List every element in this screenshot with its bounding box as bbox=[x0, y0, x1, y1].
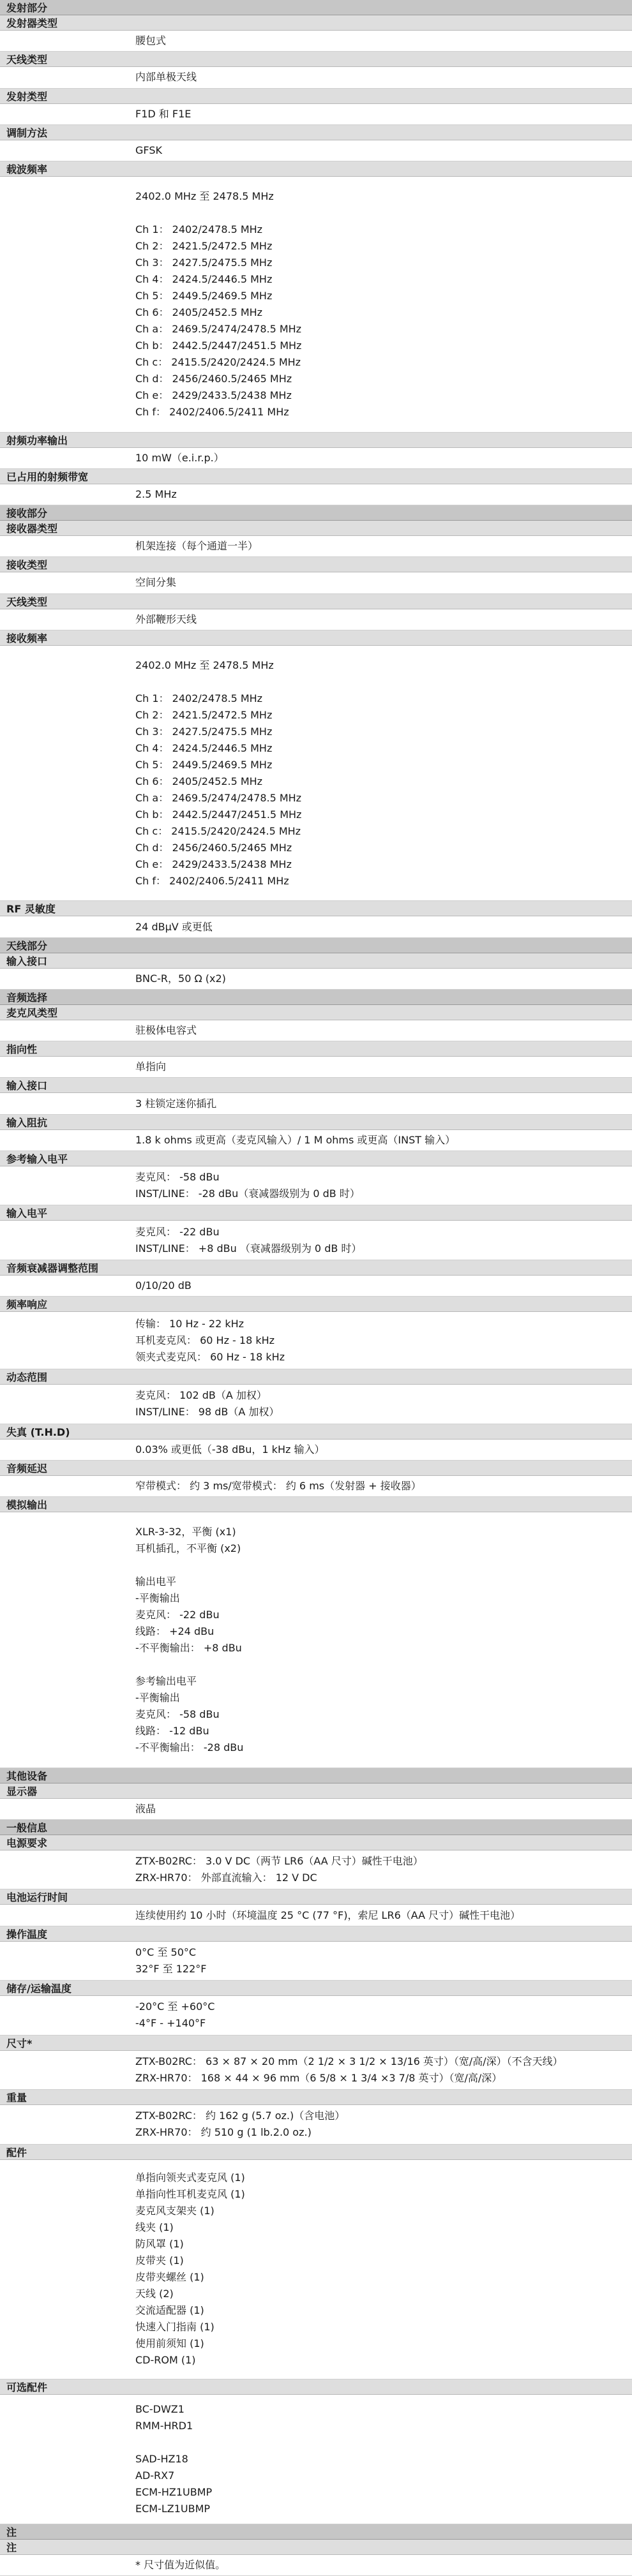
spec-value-line: 防风罩 (1) bbox=[135, 2238, 184, 2251]
spec-label: 失真 (T.H.D) bbox=[0, 1424, 632, 1440]
spec-label: 操作温度 bbox=[0, 1926, 632, 1942]
spec-value-line: 24 dBμV 或更低 bbox=[135, 920, 213, 933]
spec-value-line: Ch c： 2415.5/2420/2424.5 MHz bbox=[135, 355, 301, 368]
spec-value-line: 外部鞭形天线 bbox=[135, 613, 197, 625]
spec-value-line: ZRX-HR70： 外部直流输入： 12 V DC bbox=[135, 1872, 317, 1884]
spec-value-line: 液晶 bbox=[135, 1802, 156, 1815]
spec-value bbox=[0, 2160, 632, 2379]
spec-value bbox=[0, 1476, 632, 1497]
spec-value-line: 麦克风： 102 dB（A 加权） bbox=[135, 1389, 267, 1402]
spec-value bbox=[0, 609, 632, 630]
spec-value-line: 2402.0 MHz 至 2478.5 MHz bbox=[135, 659, 274, 671]
spec-value-line: Ch 5： 2449.5/2469.5 MHz bbox=[135, 289, 273, 302]
spec-label: 参考输入电平 bbox=[0, 1151, 632, 1166]
spec-value bbox=[0, 1850, 632, 1890]
spec-value-line: Ch a： 2469.5/2474/2478.5 MHz bbox=[135, 791, 302, 804]
spec-value-line: ZTX-B02RC： 约 162 g (5.7 oz.)（含电池） bbox=[135, 2110, 345, 2122]
section-header: 天线部分 bbox=[0, 938, 632, 953]
spec-value-line: 快速入门指南 (1) bbox=[135, 2321, 214, 2334]
spec-value bbox=[0, 1093, 632, 1114]
spec-value-line bbox=[135, 674, 619, 690]
spec-value-line: ZRX-HR70： 约 510 g (1 lb.2.0 oz.) bbox=[135, 2126, 312, 2139]
spec-label: 输入阻抗 bbox=[0, 1115, 632, 1130]
spec-value bbox=[0, 140, 632, 161]
spec-value bbox=[0, 1020, 632, 1041]
spec-label: 可选配件 bbox=[0, 2379, 632, 2395]
spec-value bbox=[0, 1942, 632, 1981]
spec-value-line: 1.8 k ohms 或更高（麦克风输入）/ 1 M ohms 或更高（INST 输入） bbox=[135, 1133, 456, 1146]
spec-value-line: -不平衡输出： +8 dBu bbox=[135, 1641, 242, 1654]
spec-value-line: 线路： -12 dBu bbox=[135, 1724, 209, 1737]
spec-value bbox=[0, 536, 632, 557]
spec-value-line: SAD-HZ18 bbox=[135, 2452, 188, 2465]
spec-value-line: BC-DWZ1 bbox=[135, 2402, 184, 2415]
spec-value bbox=[0, 2555, 632, 2576]
spec-value bbox=[0, 1312, 632, 1369]
spec-value-line: 参考输出电平 bbox=[135, 1674, 197, 1687]
spec-label: 音频延迟 bbox=[0, 1461, 632, 1476]
spec-value-line: 单指向 bbox=[135, 1061, 167, 1073]
spec-label: 音频衰减器调整范围 bbox=[0, 1260, 632, 1276]
spec-value-line: Ch f： 2402/2406.5/2411 MHz bbox=[135, 874, 289, 887]
spec-value-line: INST/LINE： +8 dBu （衰减器级别为 0 dB 时） bbox=[135, 1242, 362, 1254]
section-header: 发射部分 bbox=[0, 0, 632, 15]
spec-label: 显示器 bbox=[0, 1783, 632, 1799]
spec-value-line: 皮带夹螺丝 (1) bbox=[135, 2271, 204, 2284]
spec-value bbox=[0, 1799, 632, 1820]
spec-value bbox=[0, 1166, 632, 1206]
spec-value bbox=[0, 646, 632, 902]
spec-value bbox=[0, 2105, 632, 2145]
spec-value-line: 2.5 MHz bbox=[135, 488, 177, 500]
spec-label: 动态范围 bbox=[0, 1369, 632, 1385]
spec-value-line: 麦克风支架夹 (1) bbox=[135, 2205, 214, 2217]
spec-value-line: 机架连接（每个通道一半） bbox=[135, 540, 259, 553]
spec-value bbox=[0, 31, 632, 52]
spec-value-line: 腰包式 bbox=[135, 34, 167, 47]
spec-value-line: Ch e： 2429/2433.5/2438 MHz bbox=[135, 858, 292, 870]
spec-value-line bbox=[135, 205, 619, 221]
spec-value bbox=[0, 484, 632, 505]
spec-value-line: 交流适配器 (1) bbox=[135, 2304, 204, 2317]
spec-value-line: 传输： 10 Hz - 22 kHz bbox=[135, 1317, 245, 1330]
spec-value-line: Ch 2： 2421.5/2472.5 MHz bbox=[135, 708, 273, 721]
spec-value-line: 麦克风： -22 dBu bbox=[135, 1225, 220, 1238]
spec-value-line: 0/10/20 dB bbox=[135, 1279, 192, 1292]
section-header: 接收部分 bbox=[0, 505, 632, 521]
section-header: 其他设备 bbox=[0, 1768, 632, 1783]
spec-value-line: 麦克风： -58 dBu bbox=[135, 1708, 220, 1720]
spec-value-line: 0°C 至 50°C bbox=[135, 1946, 197, 1958]
spec-value-line: 输出电平 bbox=[135, 1575, 177, 1588]
spec-value-line: 天线 (2) bbox=[135, 2288, 174, 2300]
spec-value-line: 0.03% 或更低（-38 dBu，1 kHz 输入） bbox=[135, 1443, 325, 1456]
spec-value bbox=[0, 177, 632, 433]
spec-value bbox=[0, 969, 632, 990]
spec-value bbox=[0, 104, 632, 125]
spec-value-line: 耳机插孔，不平衡 (x2) bbox=[135, 1542, 241, 1554]
spec-value-line bbox=[135, 2434, 619, 2451]
spec-value-line: Ch c： 2415.5/2420/2424.5 MHz bbox=[135, 824, 301, 837]
spec-value-line: 单指向领夹式麦克风 (1) bbox=[135, 2171, 245, 2184]
spec-label: 输入接口 bbox=[0, 1078, 632, 1093]
spec-value-line: Ch 4： 2424.5/2446.5 MHz bbox=[135, 741, 273, 754]
spec-label: 天线类型 bbox=[0, 52, 632, 67]
spec-value-line: Ch 2： 2421.5/2472.5 MHz bbox=[135, 239, 273, 252]
spec-value-line: 2402.0 MHz 至 2478.5 MHz bbox=[135, 190, 274, 202]
spec-value-line: Ch b： 2442.5/2447/2451.5 MHz bbox=[135, 808, 302, 821]
spec-value-line: Ch f： 2402/2406.5/2411 MHz bbox=[135, 405, 289, 418]
spec-value-line: CD-ROM (1) bbox=[135, 2354, 196, 2367]
spec-value-line: -4°F - +140°F bbox=[135, 2017, 206, 2030]
spec-label: 电池运行时间 bbox=[0, 1889, 632, 1905]
spec-value-line: XLR-3-32，平衡 (x1) bbox=[135, 1525, 236, 1538]
spec-label: RF 灵敏度 bbox=[0, 901, 632, 916]
spec-value bbox=[0, 1130, 632, 1151]
spec-label: 调制方法 bbox=[0, 125, 632, 140]
spec-value-line: * 尺寸值为近似值。 bbox=[135, 2558, 226, 2571]
spec-value-line: 32°F 至 122°F bbox=[135, 1962, 207, 1975]
spec-value-line: -20°C 至 +60°C bbox=[135, 2000, 215, 2013]
spec-label: 电源要求 bbox=[0, 1835, 632, 1850]
spec-value-line: 空间分集 bbox=[135, 576, 177, 589]
spec-value bbox=[0, 2395, 632, 2524]
spec-value bbox=[0, 1440, 632, 1461]
spec-value-line: -平衡输出 bbox=[135, 1691, 180, 1704]
spec-value-line: Ch d： 2456/2460.5/2465 MHz bbox=[135, 372, 292, 385]
spec-label: 接收器类型 bbox=[0, 521, 632, 536]
spec-label: 载波频率 bbox=[0, 161, 632, 177]
spec-value-line: ECM-LZ1UBMP bbox=[135, 2502, 211, 2515]
section-header: 音频选择 bbox=[0, 990, 632, 1005]
spec-value-line bbox=[135, 1557, 619, 1574]
spec-value bbox=[0, 1276, 632, 1297]
spec-value-line: 10 mW（e.i.r.p.） bbox=[135, 451, 224, 464]
spec-value-line: Ch d： 2456/2460.5/2465 MHz bbox=[135, 841, 292, 854]
spec-label: 麦克风类型 bbox=[0, 1005, 632, 1020]
spec-label: 接收类型 bbox=[0, 557, 632, 572]
spec-value-line: 窄带模式： 约 3 ms/宽带模式： 约 6 ms（发射器 + 接收器） bbox=[135, 1479, 421, 1492]
spec-value-line: 耳机麦克风： 60 Hz - 18 kHz bbox=[135, 1334, 275, 1346]
spec-label: 输入接口 bbox=[0, 953, 632, 969]
spec-value bbox=[0, 572, 632, 593]
spec-value-line: ZTX-B02RC： 3.0 V DC（两节 LR6（AA 尺寸）碱性干电池） bbox=[135, 1855, 423, 1868]
spec-value-line: 驻极体电容式 bbox=[135, 1024, 197, 1037]
spec-value-line: INST/LINE： 98 dB（A 加权） bbox=[135, 1406, 280, 1418]
spec-label: 重量 bbox=[0, 2090, 632, 2105]
spec-value bbox=[0, 1905, 632, 1926]
spec-label: 发射器类型 bbox=[0, 15, 632, 31]
spec-value-line: GFSK bbox=[135, 144, 162, 156]
section-header: 注 bbox=[0, 2524, 632, 2540]
spec-value-line: Ch 3： 2427.5/2475.5 MHz bbox=[135, 725, 273, 738]
spec-label: 输入电平 bbox=[0, 1205, 632, 1221]
spec-value bbox=[0, 448, 632, 469]
spec-value-line: -不平衡输出： -28 dBu bbox=[135, 1741, 244, 1753]
spec-value-line: Ch 3： 2427.5/2475.5 MHz bbox=[135, 256, 273, 269]
spec-label: 频率响应 bbox=[0, 1297, 632, 1312]
spec-value-line: RMM-HRD1 bbox=[135, 2419, 193, 2432]
spec-value-line: Ch 1： 2402/2478.5 MHz bbox=[135, 223, 263, 235]
spec-label: 发射类型 bbox=[0, 89, 632, 104]
spec-label: 注 bbox=[0, 2540, 632, 2555]
spec-value bbox=[0, 916, 632, 937]
spec-label: 配件 bbox=[0, 2145, 632, 2160]
section-header: 一般信息 bbox=[0, 1820, 632, 1835]
spec-value bbox=[0, 1385, 632, 1424]
spec-value-line: 麦克风： -22 dBu bbox=[135, 1608, 220, 1621]
spec-value-line: F1D 和 F1E bbox=[135, 107, 192, 120]
spec-label: 射频功率输出 bbox=[0, 433, 632, 448]
spec-value-line: 领夹式麦克风： 60 Hz - 18 kHz bbox=[135, 1350, 285, 1363]
spec-label: 储存/运输温度 bbox=[0, 1981, 632, 1996]
spec-value-line: Ch 5： 2449.5/2469.5 MHz bbox=[135, 758, 273, 771]
spec-value-line: Ch 1： 2402/2478.5 MHz bbox=[135, 692, 263, 704]
spec-value bbox=[0, 1996, 632, 2036]
spec-label: 接收频率 bbox=[0, 630, 632, 646]
spec-value bbox=[0, 1057, 632, 1078]
spec-value bbox=[0, 1221, 632, 1260]
spec-value-line: 麦克风： -58 dBu bbox=[135, 1171, 220, 1184]
spec-value-line: ZTX-B02RC： 63 × 87 × 20 mm（2 1/2 × 3 1/2 × 13/16 英寸）（宽/高/深）（不含天线） bbox=[135, 2055, 563, 2067]
spec-value-line: 3 柱锁定迷你插孔 bbox=[135, 1097, 217, 1110]
spec-value-line: Ch 6： 2405/2452.5 MHz bbox=[135, 775, 263, 787]
spec-value-line: Ch 6： 2405/2452.5 MHz bbox=[135, 306, 263, 318]
spec-label: 指向性 bbox=[0, 1041, 632, 1057]
spec-label: 尺寸* bbox=[0, 2036, 632, 2051]
spec-value-line: -平衡输出 bbox=[135, 1591, 180, 1604]
spec-value-line: 使用前须知 (1) bbox=[135, 2337, 204, 2350]
spec-value-line: Ch a： 2469.5/2474/2478.5 MHz bbox=[135, 322, 302, 335]
spec-value-line: INST/LINE： -28 dBu（衰减器级别为 0 dB 时） bbox=[135, 1187, 360, 1200]
spec-label: 模拟输出 bbox=[0, 1497, 632, 1512]
spec-value-line: Ch 4： 2424.5/2446.5 MHz bbox=[135, 272, 273, 285]
spec-value-line: ECM-HZ1UBMP bbox=[135, 2485, 213, 2498]
spec-value-line: 内部单极天线 bbox=[135, 71, 197, 84]
spec-value-line: Ch e： 2429/2433.5/2438 MHz bbox=[135, 389, 292, 401]
spec-label: 已占用的射频带宽 bbox=[0, 469, 632, 484]
spec-value-line: 皮带夹 (1) bbox=[135, 2254, 184, 2267]
spec-value-line: 线夹 (1) bbox=[135, 2221, 174, 2234]
spec-value-line: 单指向性耳机麦克风 (1) bbox=[135, 2188, 245, 2201]
spec-value bbox=[0, 2051, 632, 2090]
spec-value-line: AD-RX7 bbox=[135, 2469, 175, 2482]
spec-value-line: Ch b： 2442.5/2447/2451.5 MHz bbox=[135, 339, 302, 352]
spec-value-line: ZRX-HR70： 168 × 44 × 96 mm（6 5/8 × 1 3/4 ×3 7/8 英寸）（宽/高/深） bbox=[135, 2071, 502, 2084]
spec-value-line: BNC-R，50 Ω (x2) bbox=[135, 972, 226, 985]
spec-label: 天线类型 bbox=[0, 594, 632, 609]
spec-value-line bbox=[135, 1657, 619, 1673]
spec-value bbox=[0, 67, 632, 88]
spec-value-line: 线路： +24 dBu bbox=[135, 1625, 214, 1637]
spec-value bbox=[0, 1512, 632, 1768]
spec-value-line: 连续使用约 10 小时（环境温度 25 °C (77 °F)，索尼 LR6（AA 尺寸）碱性干电池） bbox=[135, 1909, 521, 1921]
